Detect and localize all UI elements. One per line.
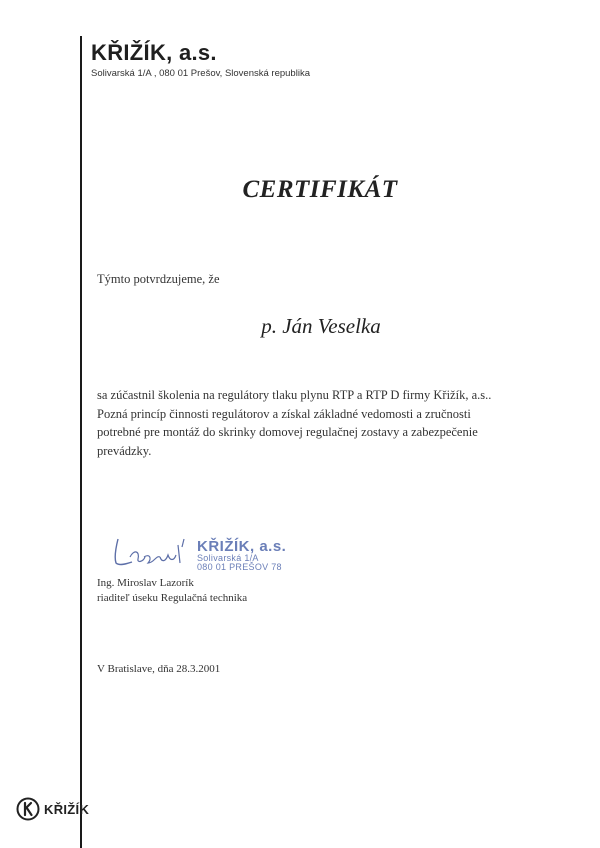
handwritten-signature xyxy=(110,533,195,573)
body-line: potrebné pre montáž do skrinky domovej regulačnej zostavy a zabezpečenie xyxy=(97,425,478,439)
footer-logo-text: KŘIŽÍK xyxy=(44,801,90,817)
company-name: KŘIŽÍK, a.s. xyxy=(91,40,217,65)
signer-name: Ing. Miroslav Lazorík xyxy=(97,577,194,589)
signer-role: riaditeľ úseku Regulačná technika xyxy=(97,592,248,604)
stamp-address-line: Solivarská 1/A xyxy=(197,553,259,563)
stamp-city-line: 080 01 PREŠOV 78 xyxy=(197,562,282,572)
left-vertical-rule xyxy=(80,36,82,848)
footer-logo xyxy=(16,797,89,821)
signer-block xyxy=(97,576,247,606)
company-address: Solivarská 1/A , 080 01 Prešov, Slovenská republika xyxy=(91,68,310,79)
company-stamp xyxy=(197,540,307,572)
certificate-title: CERTIFIKÁT xyxy=(242,176,398,203)
krizik-k-emblem-icon xyxy=(16,797,40,821)
body-line: prevádzky. xyxy=(97,443,152,458)
recipient-name: p. Ján Veselka xyxy=(261,314,381,338)
certificate-body xyxy=(97,386,547,460)
body-line: sa zúčastnil školenia na regulátory tlaku plynu RTP a RTP D firmy Křižík, a.s.. xyxy=(97,388,492,402)
body-line: Pozná princíp činnosti regulátorov a získal základné vedomosti a zručnosti xyxy=(97,406,471,421)
place-and-date: V Bratislave, dňa 28.3.2001 xyxy=(97,663,221,675)
stamp-company-name: KŘIŽÍK, a.s. xyxy=(197,538,287,555)
intro-text: Týmto potvrdzujeme, že xyxy=(97,272,220,286)
